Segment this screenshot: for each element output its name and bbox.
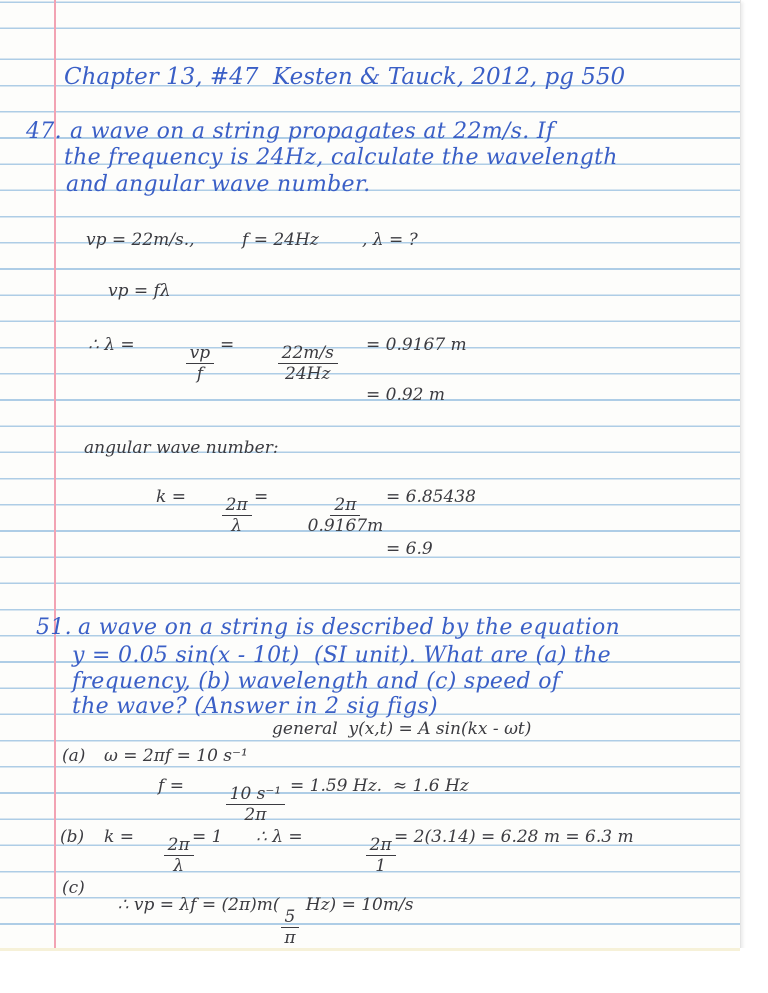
part-c-start: ∴ vp = λf = (2π)m( bbox=[117, 895, 280, 915]
fraction-numerator: 2π bbox=[330, 497, 360, 516]
part-b-label: (b) bbox=[60, 827, 85, 847]
wavelength-result: = 0.9167 m bbox=[366, 335, 467, 355]
problem-47-line-3: and angular wave number. bbox=[66, 172, 371, 197]
problem-47-number: 47. bbox=[26, 119, 62, 144]
part-a-result: = 1.59 Hz. ≈ 1.6 Hz bbox=[290, 776, 469, 796]
k-label: k = bbox=[156, 487, 186, 507]
k-rounded: = 6.9 bbox=[386, 539, 433, 559]
page-bottom bbox=[0, 948, 768, 993]
problem-51-line-2: y = 0.05 sin(x - 10t) (SI unit). What are (a) the bbox=[72, 643, 611, 668]
given-frequency: f = 24Hz bbox=[242, 230, 319, 250]
fraction-denominator: f bbox=[196, 364, 204, 384]
equals-sign: = bbox=[254, 487, 269, 507]
fraction-numerator: 2π bbox=[164, 837, 194, 856]
fraction-denominator: 1 bbox=[375, 856, 387, 876]
part-a-omega: ω = 2πf = 10 s⁻¹ bbox=[104, 746, 248, 766]
fraction-numerator: vp bbox=[186, 345, 215, 364]
wave-relation: vp = fλ bbox=[108, 281, 171, 301]
equals-sign: = bbox=[220, 335, 235, 355]
fraction-numerator: 5 bbox=[281, 909, 300, 928]
wavelength-fraction bbox=[160, 328, 218, 400]
angular-wave-number-heading: angular wave number: bbox=[84, 438, 279, 458]
problem-51-line-4: the wave? (Answer in 2 sig figs) bbox=[72, 694, 438, 719]
unknown-wavelength: , λ = ? bbox=[362, 230, 418, 250]
fraction-denominator: λ bbox=[231, 516, 243, 536]
k-result: = 6.85438 bbox=[386, 487, 476, 507]
page-edge-tint bbox=[0, 948, 740, 951]
problem-51-line-1: a wave on a string is described by the equation bbox=[78, 615, 621, 640]
problem-47-line-1: a wave on a string propagates at 22m/s. If bbox=[70, 119, 555, 144]
fraction-denominator: π bbox=[284, 928, 296, 948]
fraction-numerator: 10 s⁻¹ bbox=[226, 786, 286, 805]
wavelength-rounded: = 0.92 m bbox=[366, 385, 446, 405]
k-substitution bbox=[282, 480, 387, 552]
fraction-numerator: 22m/s bbox=[278, 345, 338, 364]
fraction-denominator: 2π bbox=[244, 805, 267, 825]
k-fraction bbox=[196, 480, 256, 552]
problem-51-number: 51. bbox=[36, 615, 72, 640]
part-b-k-label: k = bbox=[104, 827, 134, 847]
part-c-end: Hz) = 10m/s bbox=[300, 895, 414, 915]
page-header: Chapter 13, #47 Kesten & Tauck, 2012, pg 550 bbox=[64, 64, 626, 90]
general-wave-equation: general y(x,t) = A sin(kx - ωt) bbox=[272, 719, 532, 739]
fraction-numerator: 2π bbox=[222, 497, 252, 516]
part-b-k-value: = 1 bbox=[192, 827, 223, 847]
wavelength-substitution bbox=[252, 328, 342, 400]
wavelength-formula-label: ∴ λ = bbox=[88, 335, 135, 355]
part-b-result: = 2(3.14) = 6.28 m = 6.3 m bbox=[394, 827, 634, 847]
fraction-denominator: λ bbox=[173, 856, 185, 876]
problem-51-line-3: frequency, (b) wavelength and (c) speed of bbox=[72, 669, 561, 694]
part-c-label: (c) bbox=[62, 878, 85, 898]
fraction-denominator: 24Hz bbox=[285, 364, 331, 384]
part-a-label: (a) bbox=[62, 746, 86, 766]
given-velocity: vp = 22m/s., bbox=[86, 230, 195, 250]
problem-47-line-2: the frequency is 24Hz, calculate the wavelength bbox=[64, 145, 618, 170]
fraction-denominator: 0.9167m bbox=[307, 516, 384, 536]
part-b-lambda-label: ∴ λ = bbox=[256, 827, 303, 847]
fraction-numerator: 2π bbox=[366, 837, 396, 856]
part-a-f-label: f = bbox=[158, 776, 184, 796]
